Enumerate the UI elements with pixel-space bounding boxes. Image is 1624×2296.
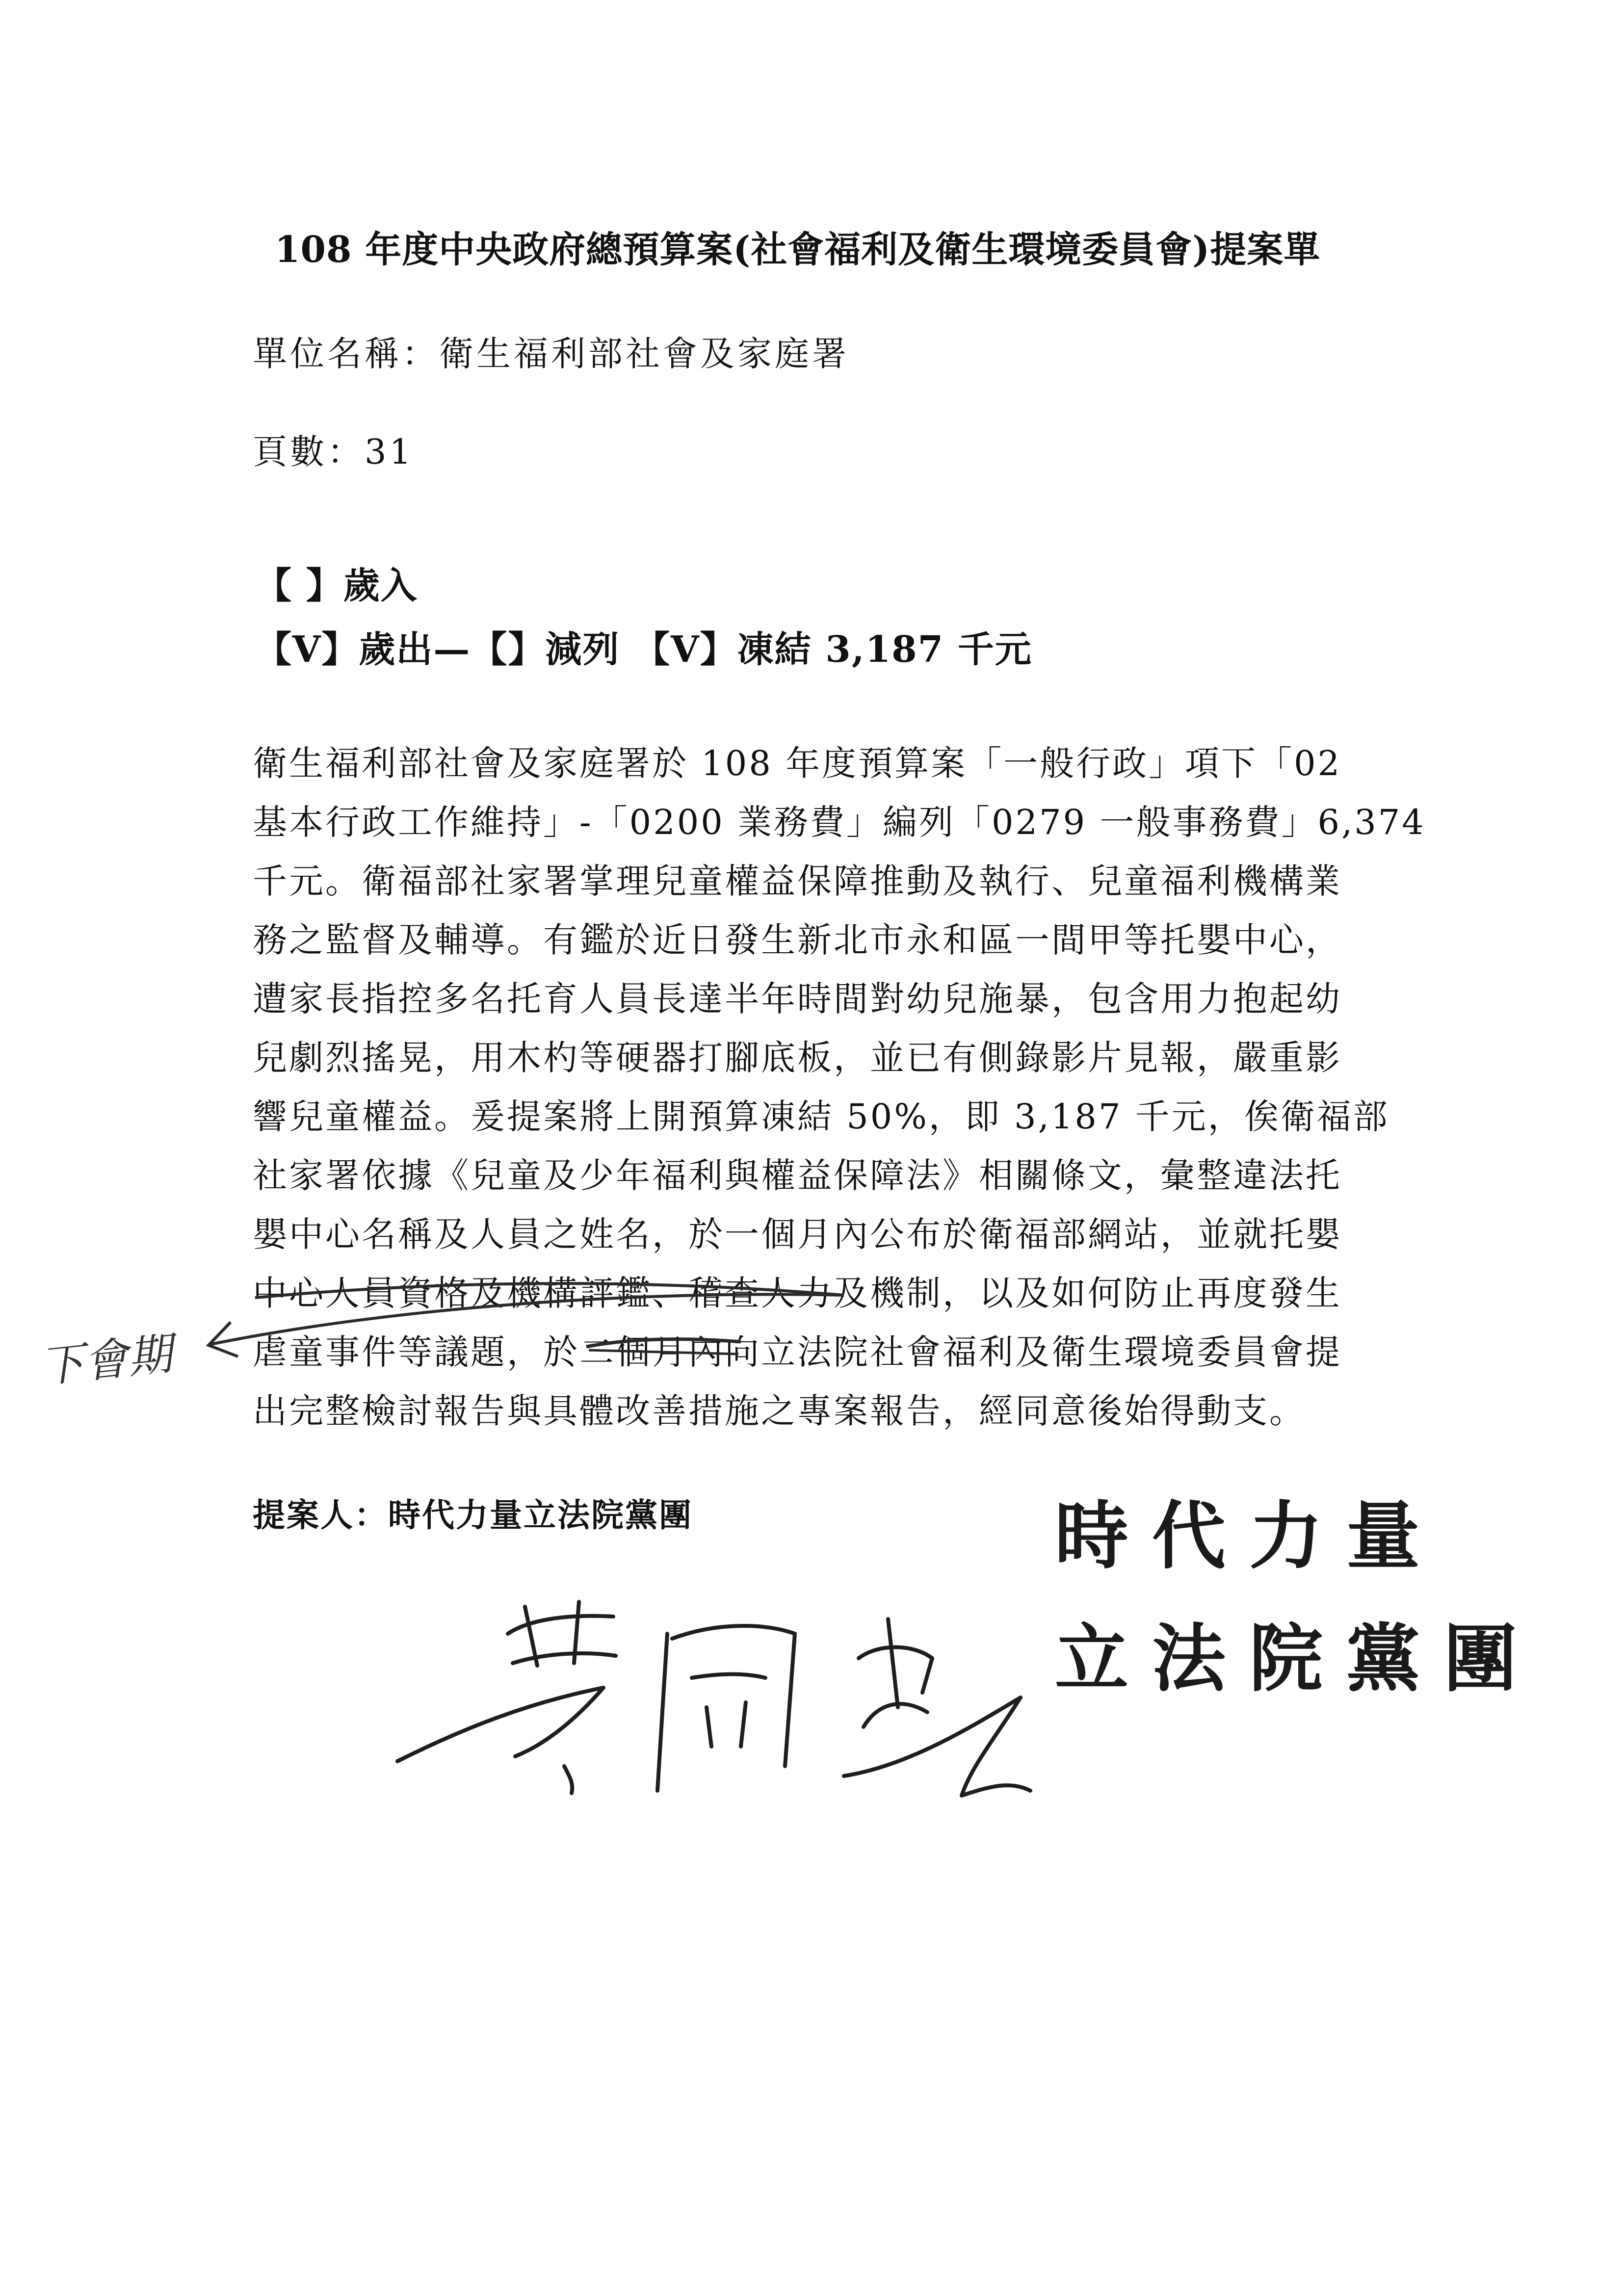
body-line: 出完整檢討報告與具體改善措施之專案報告，經同意後始得動支。 bbox=[253, 1391, 1306, 1431]
body-line: 基本行政工作維持」-「0200 業務費」編列「0279 一般事務費」6,374 bbox=[253, 802, 1426, 842]
body-line: 虐童事件等議題，於二個月內向立法院社會福利及衛生環境委員會提 bbox=[253, 1332, 1342, 1372]
revenue-category: 【 】歲入 bbox=[255, 565, 418, 607]
unit-name: 單位名稱：衛生福利部社會及家庭署 bbox=[253, 334, 849, 374]
page-count: 頁數：31 bbox=[253, 432, 415, 472]
body-line: 兒劇烈搖晃，用木杓等硬器打腳底板，並已有側錄影片見報，嚴重影 bbox=[253, 1038, 1342, 1078]
body-line: 遭家長指控多名托育人員長達半年時間對幼兒施暴，包含用力抱起幼 bbox=[253, 979, 1342, 1019]
body-line: 千元。衛福部社家署掌理兒童權益保障推動及執行、兒童福利機構業 bbox=[253, 861, 1342, 901]
handwritten-note: 下會期 bbox=[37, 1328, 175, 1393]
stamp-line-2: 立法院黨團 bbox=[1055, 1617, 1541, 1702]
body-line: 中心人員資格及機構評鑑、稽查人力及機制，以及如何防止再度發生 bbox=[253, 1273, 1342, 1313]
body-line: 衛生福利部社會及家庭署於 108 年度預算案「一般行政」項下「02 bbox=[253, 743, 1342, 783]
body-line: 務之監督及輔導。有鑑於近日發生新北市永和區一間甲等托嬰中心， bbox=[253, 920, 1342, 960]
body-line: 社家署依據《兒童及少年福利與權益保障法》相關條文，彙整違法托 bbox=[253, 1155, 1342, 1196]
proposer: 提案人：時代力量立法院黨團 bbox=[253, 1496, 693, 1534]
body-line: 響兒童權益。爰提案將上開預算凍結 50%，即 3,187 千元，俟衛福部 bbox=[253, 1096, 1389, 1137]
document-title: 108 年度中央政府總預算案(社會福利及衛生環境委員會)提案單 bbox=[275, 229, 1321, 271]
expenditure-category: 【V】歲出—【】減列 【V】凍結 3,187 千元 bbox=[255, 628, 1032, 671]
arrow-head bbox=[209, 1322, 238, 1357]
body-line: 嬰中心名稱及人員之姓名，於一個月內公布於衛福部網站，並就托嬰 bbox=[253, 1214, 1342, 1254]
stamp-line-1: 時代力量 bbox=[1055, 1494, 1444, 1579]
